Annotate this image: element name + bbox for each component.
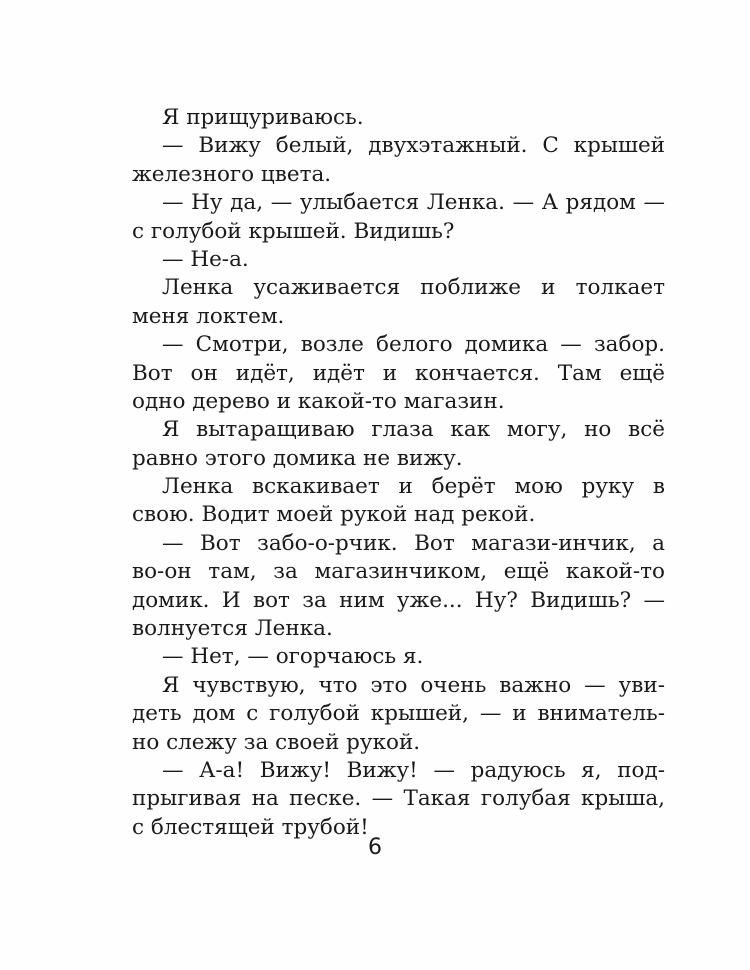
story-text — [132, 104, 665, 842]
text-line: прыгивая на песке. — Такая голубая крыша, — [132, 786, 665, 812]
text-line: с блестящей трубой! — [132, 814, 369, 840]
text-line: во-он там, за магазинчиком, ещё какой-то — [132, 559, 665, 585]
text-line: — Не-а. — [162, 246, 249, 272]
text-line: меня локтем. — [132, 303, 285, 329]
text-line: равно этого домика не вижу. — [132, 445, 463, 471]
text-line: но слежу за своей рукой. — [132, 729, 421, 755]
text-line: с голубой крышей. Видишь? — [132, 218, 455, 244]
text-line: одно дерево и какой-то магазин. — [132, 388, 505, 414]
text-line: — А-а! Вижу! Вижу! — радуюсь я, под- — [162, 757, 665, 783]
text-line: деть дом с голубой крышей, — и вниматель- — [132, 701, 665, 727]
text-line: Я вытаращиваю глаза как могу, но всё — [162, 417, 665, 443]
text-line: железного цвета. — [132, 161, 332, 187]
text-line: — Вот забо-о-рчик. Вот магази-инчик, а — [162, 530, 665, 556]
page-number: 6 — [368, 835, 382, 860]
text-line: — Вижу белый, двухэтажный. С крышей — [162, 133, 665, 159]
text-line: — Ну да, — улыбается Ленка. — А рядом — — [162, 190, 665, 216]
text-line: — Нет, — огорчаюсь я. — [162, 644, 424, 670]
text-line: — Смотри, возле белого домика — забор. — [162, 332, 665, 358]
text-line: Ленка усаживается поближе и толкает — [162, 275, 665, 301]
text-line: домик. И вот за ним уже... Ну? Видишь? — — [132, 587, 665, 613]
text-line: Ленка вскакивает и берёт мою руку в — [162, 474, 665, 500]
text-line: Вот он идёт, идёт и кончается. Там ещё — [132, 360, 665, 386]
text-line: свою. Водит моей рукой над рекой. — [132, 502, 536, 528]
text-line: Я прищуриваюсь. — [162, 105, 364, 130]
text-line: волнуется Ленка. — [132, 616, 333, 642]
text-line: Я чувствую, что это очень важно — уви- — [162, 672, 665, 698]
